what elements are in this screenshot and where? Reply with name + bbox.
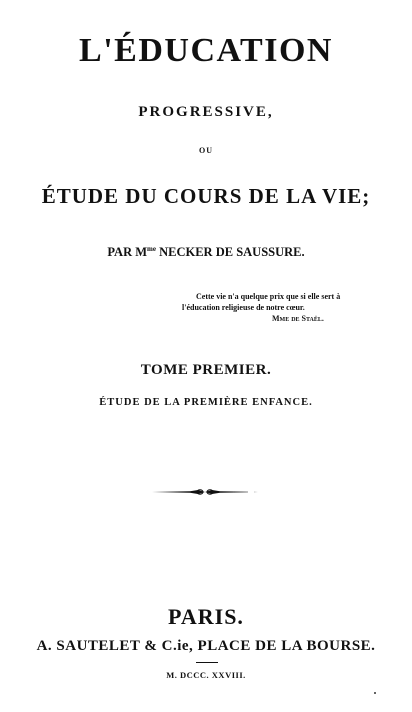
publisher-rule — [196, 662, 218, 663]
alternate-title: ÉTUDE DU COURS DE LA VIE; — [41, 184, 371, 208]
volume-subtitle: ÉTUDE DE LA PREMIÈRE ENFANCE. — [99, 397, 313, 408]
author-honorific: me — [147, 245, 156, 253]
page-speck — [374, 692, 376, 694]
conjunction: OU — [199, 146, 213, 155]
ornamental-rule-icon — [150, 486, 260, 498]
author-name: NECKER DE SAUSSURE. — [155, 245, 305, 260]
epigraph — [182, 291, 382, 324]
book-title: L'ÉDUCATION — [79, 32, 333, 69]
epigraph-attribution: Mme de Staël. — [272, 314, 324, 323]
volume-label: TOME PREMIER. — [140, 362, 272, 378]
epigraph-line-1: Cette vie n'a quelque prix que si elle sert à — [196, 292, 341, 301]
publication-place: PARIS. — [168, 604, 244, 629]
publisher-line: A. SAUTELET & C.ie, PLACE DE LA BOURSE. — [36, 638, 376, 654]
epigraph-line-2: l'éducation religieuse de notre cœur. — [182, 303, 305, 312]
publication-date: M. DCCC. XXVIII. — [166, 670, 246, 680]
author-line — [0, 245, 412, 260]
book-subtitle: PROGRESSIVE, — [138, 104, 274, 120]
author-prefix: PAR M — [107, 245, 148, 260]
